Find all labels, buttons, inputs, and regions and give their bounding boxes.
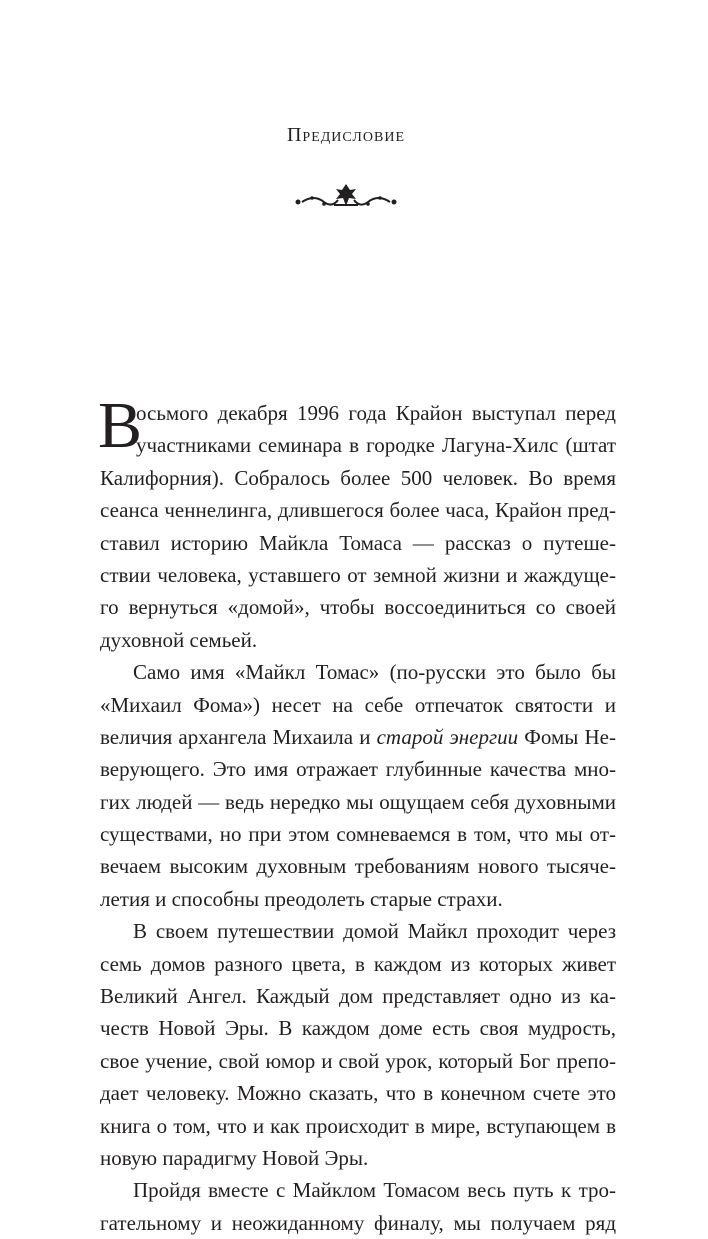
text-line: Само имя «Майкл Томас» (по-русски это было бы <box>133 660 616 685</box>
text-segment: Фомы Не- <box>518 724 616 749</box>
text-line: новую парадигму Новой Эры. <box>100 1145 369 1170</box>
text-line: Великий Ангел. Каждый дом представляет одно из ка- <box>100 984 616 1009</box>
text-line: духовной семьей. <box>100 627 258 652</box>
text-line: В своем путешествии домой Майкл проходит через <box>133 919 616 944</box>
drop-cap: В <box>98 389 143 462</box>
text-line: ставил историю Майкла Томаса — рассказ о путеше- <box>100 530 616 555</box>
text-line: сеанса ченнелинга, длившегося более часа, Крайон пред- <box>100 498 616 523</box>
text-line: свое учение, свой юмор и свой урок, который Бог препо- <box>100 1048 616 1073</box>
text-line: вечаем высоким духовным требованиям нового тысяче- <box>100 854 616 879</box>
text-line: семь домов разного цвета, в каждом из которых живет <box>100 951 616 976</box>
ornament-divider-icon <box>294 182 398 210</box>
body-text <box>98 389 616 1239</box>
text-line: гательному и неожиданному финалу, мы получаем ряд <box>100 1210 616 1235</box>
text-line: «Михаил Фома») несет на себе отпечаток святости и <box>100 692 616 717</box>
chapter-heading: Предисловие <box>286 124 406 146</box>
text-line: книга о том, что и как происходит в мире, вступающем в <box>100 1113 616 1138</box>
text-line: честв Новой Эры. В каждом доме есть своя мудрость, <box>100 1016 616 1041</box>
text-line: Калифорния). Собралось более 500 человек. Во время <box>100 465 616 490</box>
text-line: осьмого декабря 1996 года Крайон выступал перед <box>136 401 616 425</box>
text-line: существами, но при этом сомневаемся в том, что мы от- <box>100 822 616 847</box>
text-line: ствии человека, уставшего от земной жизни и жаждуще- <box>100 562 616 587</box>
text-line: верующего. Это имя отражает глубинные качества мно- <box>100 757 616 782</box>
text-line: Пройдя вместе с Майклом Томасом весь путь к тро- <box>133 1178 616 1203</box>
italic-text: старой энергии <box>376 724 519 749</box>
text-segment: величия архангела Михаила и <box>100 724 377 749</box>
text-line: летия и способны преодолеть старые страхи. <box>100 886 503 911</box>
text-line: гих людей — ведь нередко мы ощущаем себя духовными <box>100 789 616 814</box>
text-line: участниками семинара в городке Лагуна-Хилс (штат <box>136 433 616 458</box>
text-line <box>100 721 616 753</box>
text-line: го вернуться «домой», чтобы воссоединиться со своей <box>100 595 616 620</box>
text-line: дает человеку. Можно сказать, что в конечном счете это <box>100 1081 616 1106</box>
